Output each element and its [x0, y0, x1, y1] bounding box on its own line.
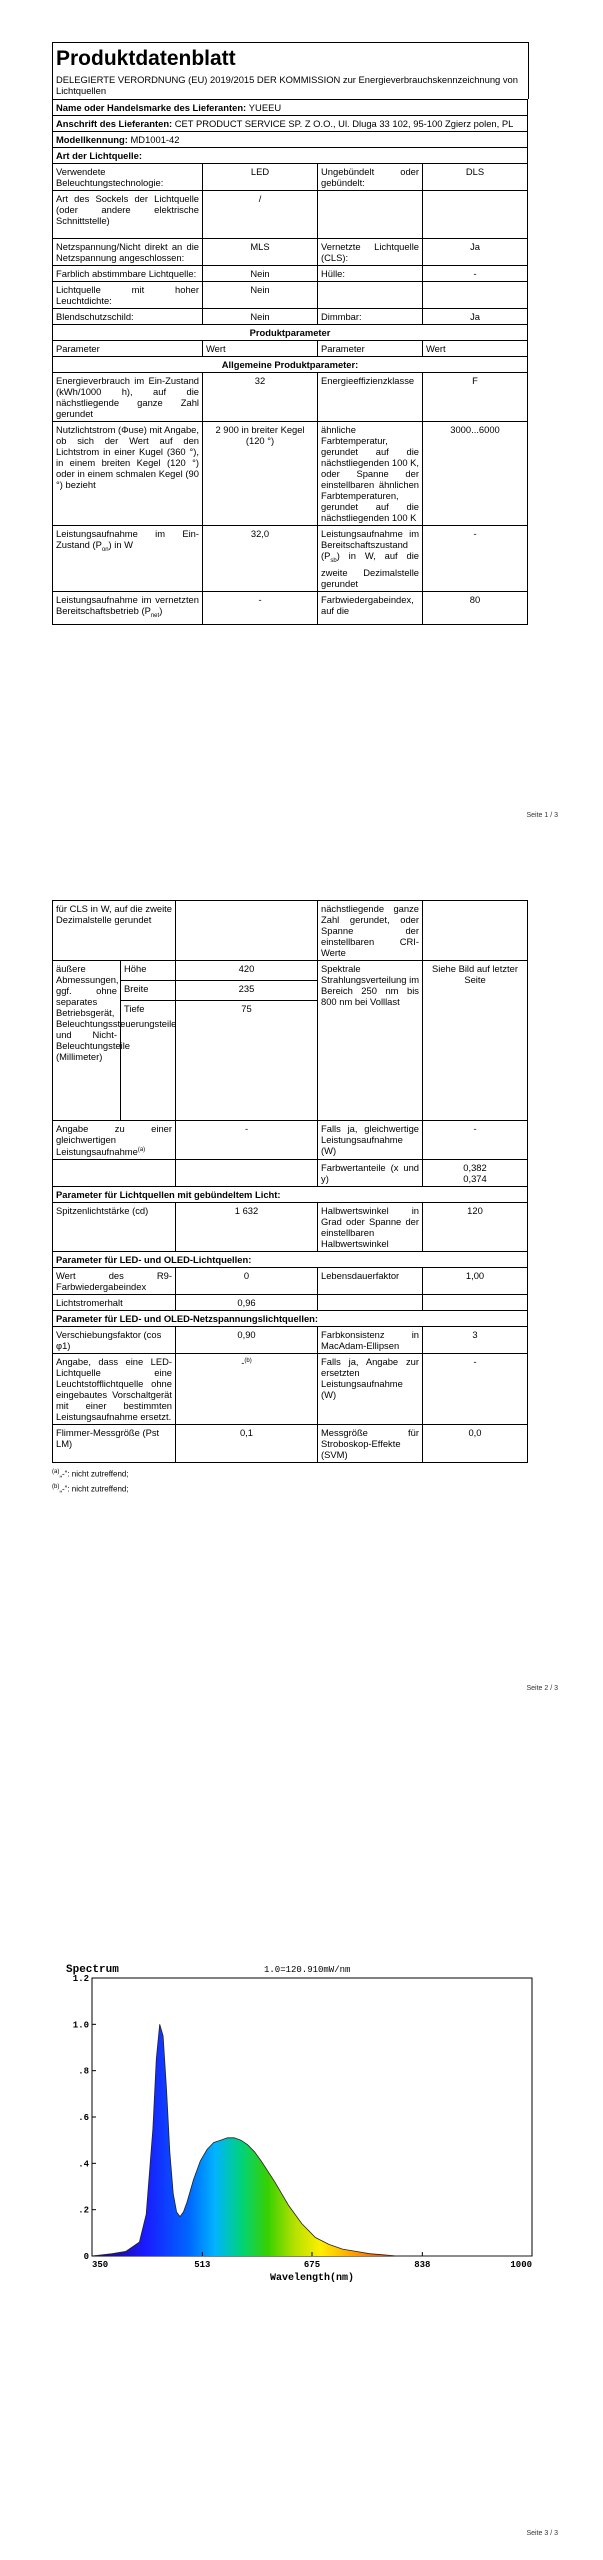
- beam-angle-label: Halbwertswinkel in Grad oder Spanne der einstellbaren Halbwertswinkel: [318, 1203, 423, 1252]
- datasheet-page-1: [52, 42, 527, 625]
- power-on-sub: on: [101, 546, 109, 553]
- high-luminance-value: Nein: [203, 282, 318, 309]
- cct-value: 3000...6000: [423, 422, 528, 526]
- y-tick-label: .4: [78, 2159, 89, 2170]
- standby-sub: sb: [330, 557, 337, 564]
- col-param-header: Parameter: [318, 341, 423, 357]
- width-label: Breite: [121, 981, 176, 1001]
- y-tick-label: 1.2: [72, 1974, 89, 1984]
- continued-left: für CLS in W, auf die zweite Dezimalstelle gerundet: [53, 901, 176, 961]
- supplier-address-value: CET PRODUCT SERVICE SP. Z O.O., Ul. Dluga 33 102, 95-100 Zgierz polen, PL: [174, 118, 514, 129]
- height-label: Höhe: [121, 961, 176, 981]
- spectrum-svg: [64, 1962, 542, 2287]
- high-luminance-label: Lichtquelle mit hoher Leuchtdichte:: [53, 282, 203, 309]
- cct-label: ähnliche Farbtemperatur, gerundet auf die nächstliegenden 100 K, oder Spanne der einstellbaren ähnlichen Farbtemperaturen, gerundet auf die nächstliegenden 100 K: [318, 422, 423, 526]
- spectrum-area: [92, 2024, 532, 2256]
- standby-label-b: ) in W, auf die zweite Dezimalstelle gerundet: [321, 550, 419, 589]
- mains-led-header: Parameter für LED- und OLED-Netzspannungslichtquellen:: [53, 1311, 528, 1327]
- y-tick-label: 1.0: [72, 2020, 89, 2031]
- page-1: [0, 0, 603, 830]
- x-tick-label: 350: [92, 2260, 109, 2270]
- chromaticity-y: 0,374: [463, 1173, 487, 1185]
- net-standby-sub: net: [150, 612, 160, 619]
- y-tick-label: .8: [78, 2066, 89, 2077]
- spectral-value: Siehe Bild auf letzter Seite: [423, 961, 528, 1121]
- standby-label: [318, 526, 423, 592]
- x-tick-label: 513: [194, 2260, 211, 2270]
- power-on-label: [53, 526, 203, 592]
- footnote-b-mark: (b): [52, 1483, 60, 1490]
- x-axis-label: Wavelength(nm): [269, 2273, 355, 2284]
- empty-cell: [176, 1160, 318, 1187]
- replacement-note: (b): [244, 1358, 252, 1365]
- r9-value: 0: [176, 1268, 318, 1295]
- standby-label-a: Leistungsaufnahme im Bereitschaftszustand (P: [321, 528, 419, 561]
- supplier-address-label: Anschrift des Lieferanten:: [56, 118, 173, 129]
- dimmable-value: Ja: [423, 309, 528, 325]
- empty-cell: [423, 901, 528, 961]
- envelope-value: -: [423, 266, 528, 282]
- colour-consistency-label: Farbkonsistenz in MacAdam-Ellipsen: [318, 1327, 423, 1354]
- flicker-label: Flimmer-Messgröße (Pst LM): [53, 1425, 176, 1463]
- datasheet-table-2: [52, 900, 528, 1463]
- product-params-header: Produktparameter: [53, 325, 528, 341]
- svm-label: Messgröße für Stroboskop-Effekte (SVM): [318, 1425, 423, 1463]
- flux-label: Nutzlichtstrom (Φuse) mit Angabe, ob sich der Wert auf den Lichtstrom in einer Kugel (360 °), in einem breiten Kegel (120 °) oder in einem schmalen Kegel (90 °) bezieht: [53, 422, 203, 526]
- directional-header: Parameter für Lichtquellen mit gebündeltem Licht:: [53, 1187, 528, 1203]
- shift-factor-label: Verschiebungsfaktor (cos φ1): [53, 1327, 176, 1354]
- net-standby-label: [53, 591, 203, 624]
- glare-value: Nein: [203, 309, 318, 325]
- depth-value: 75: [176, 1001, 318, 1121]
- page-footer: Seite 1 / 3: [526, 812, 558, 819]
- supplier-name-label: Name oder Handelsmarke des Lieferanten:: [56, 102, 247, 113]
- equivalent-power-label: [53, 1121, 176, 1160]
- continued-right: nächstliegende ganze Zahl gerundet, oder Spanne der einstellbaren CRI-Werte: [318, 901, 423, 961]
- spectral-label: Spektrale Strahlungsverteilung im Bereich 250 nm bis 800 nm bei Volllast: [318, 961, 423, 1121]
- energy-value: 32: [203, 373, 318, 422]
- light-type-header: Art der Lichtquelle:: [53, 148, 528, 164]
- peak-intensity-value: 1 632: [176, 1203, 318, 1252]
- depth-label: Tiefe: [121, 1001, 176, 1121]
- tech-label: Verwendete Beleuchtungstechnologie:: [53, 164, 203, 191]
- colour-consistency-value: 3: [423, 1327, 528, 1354]
- net-standby-label-b: ): [159, 604, 163, 616]
- beam-angle-value: 120: [423, 1203, 528, 1252]
- document-title: Produktdatenblatt: [56, 47, 236, 70]
- empty-cell: [423, 282, 528, 309]
- envelope-label: Hülle:: [318, 266, 423, 282]
- replacement-yes-value: -: [423, 1354, 528, 1425]
- supplier-address-row: [53, 116, 528, 132]
- dimensions-label: äußere Abmessungen, ggf. ohne separates Betriebsgerät, Beleuchtungssteuerungsteile und Nicht-Beleuchtungsteile (Millimeter): [53, 961, 121, 1121]
- x-tick-label: 675: [303, 2260, 321, 2270]
- color-tunable-value: Nein: [203, 266, 318, 282]
- empty-cell: [176, 901, 318, 961]
- title-box: [52, 42, 529, 99]
- cri-value: 80: [423, 591, 528, 624]
- equivalent-power-note: (a): [137, 1147, 146, 1153]
- footnote-a: [52, 1466, 527, 1481]
- datasheet-table-1: [52, 99, 528, 625]
- footnote-b: [52, 1481, 527, 1496]
- lumen-maintenance-value: 0,96: [176, 1295, 318, 1311]
- supplier-name-value: YUEEU: [248, 102, 282, 113]
- power-on-value: 32,0: [203, 526, 318, 592]
- energy-label: Energieverbrauch im Ein-Zustand (kWh/1000 h), auf die nächstliegende ganze Zahl gerundet: [53, 373, 203, 422]
- connected-label: Vernetzte Lichtquelle (CLS):: [318, 239, 423, 266]
- col-value-header: Wert: [423, 341, 528, 357]
- unbundled-label: Ungebündelt oder gebündelt:: [318, 164, 423, 191]
- chromaticity-label: Farbwertanteile (x und y): [318, 1160, 423, 1187]
- general-params-header: Allgemeine Produktparameter:: [53, 357, 528, 373]
- standby-value: -: [423, 526, 528, 592]
- flicker-value: 0,1: [176, 1425, 318, 1463]
- datasheet-page-2: [52, 900, 527, 1495]
- footnote-b-text: „-“: nicht zutreffend;: [59, 1484, 129, 1494]
- footnote-a-text: „-“: nicht zutreffend;: [59, 1469, 129, 1479]
- y-tick-label: 0: [83, 2252, 89, 2262]
- empty-cell: [318, 282, 423, 309]
- x-tick-label: 838: [414, 2260, 431, 2270]
- y-tick-label: .2: [78, 2205, 89, 2216]
- model-row: [53, 132, 528, 148]
- socket-value: /: [203, 191, 318, 239]
- mains-value: MLS: [203, 239, 318, 266]
- flux-value: 2 900 in breiter Kegel (120 °): [203, 422, 318, 526]
- survival-label: Lebensdauerfaktor: [318, 1268, 423, 1295]
- empty-cell: [423, 1295, 528, 1311]
- col-value-header: Wert: [203, 341, 318, 357]
- empty-cell: [53, 1160, 176, 1187]
- r9-label: Wert des R9-Farbwiedergabeindex: [53, 1268, 176, 1295]
- chromaticity-value: [423, 1160, 528, 1187]
- unbundled-value: DLS: [423, 164, 528, 191]
- connected-value: Ja: [423, 239, 528, 266]
- power-on-label-b: ) in W: [108, 539, 134, 550]
- page-2: [0, 900, 603, 1720]
- socket-label: Art des Sockels der Lichtquelle (oder andere elektrische Schnittstelle): [53, 191, 203, 239]
- replacement-value: [176, 1354, 318, 1425]
- regulation-text: DELEGIERTE VERORDNUNG (EU) 2019/2015 DER KOMMISSION zur Energieverbrauchskennzeichnung von Lichtquellen: [56, 74, 518, 96]
- cri-label: Farbwiedergabeindex, auf die: [318, 591, 423, 624]
- peak-intensity-label: Spitzenlichtstärke (cd): [53, 1203, 176, 1252]
- page-footer: Seite 2 / 3: [526, 1685, 558, 1692]
- empty-cell: [318, 191, 423, 239]
- equivalent-power-value: -: [176, 1121, 318, 1160]
- chromaticity-x: 0,382: [463, 1162, 487, 1174]
- empty-cell: [423, 191, 528, 239]
- equivalent-power-text: Angabe zu einer gleichwertigen Leistungsaufnahme: [56, 1123, 172, 1158]
- replacement-label: Angabe, dass eine LED-Lichtquelle eine Leuchtstofflichtquelle ohne eingebautes Vorschaltgerät mit einer bestimmten Leistungsaufnahme ersetzt.: [53, 1354, 176, 1425]
- equivalent-yes-label: Falls ja, gleichwertige Leistungsaufnahme (W): [318, 1121, 423, 1160]
- power-on-label-a: Leistungsaufnahme im Ein-Zustand (P: [56, 528, 199, 550]
- net-standby-value: -: [203, 591, 318, 624]
- y-axis-ticks: [73, 1974, 96, 2262]
- empty-cell: [318, 1295, 423, 1311]
- height-value: 420: [176, 961, 318, 981]
- footnote-a-mark: (a): [52, 1469, 60, 1476]
- x-tick-label: 1000: [510, 2260, 532, 2270]
- net-standby-label-a: Leistungsaufnahme im vernetzten Bereitschaftsbetrieb (P: [56, 593, 199, 616]
- lumen-maintenance-label: Lichtstromerhalt: [53, 1295, 176, 1311]
- page-footer: Seite 3 / 3: [526, 2530, 558, 2537]
- mains-label: Netzspannung/Nicht direkt an die Netzspannung angeschlossen:: [53, 239, 203, 266]
- efficiency-class-value: F: [423, 373, 528, 422]
- model-value: MD1001-42: [130, 134, 180, 145]
- supplier-name-row: [53, 100, 528, 116]
- width-value: 235: [176, 981, 318, 1001]
- col-param-header: Parameter: [53, 341, 203, 357]
- survival-value: 1,00: [423, 1268, 528, 1295]
- led-header: Parameter für LED- und OLED-Lichtquellen:: [53, 1252, 528, 1268]
- replacement-dash: -: [241, 1357, 245, 1369]
- replacement-yes-label: Falls ja, Angabe zur ersetzten Leistungsaufnahme (W): [318, 1354, 423, 1425]
- chart-title: Spectrum: [66, 1964, 119, 1976]
- glare-label: Blendschutzschild:: [53, 309, 203, 325]
- tech-value: LED: [203, 164, 318, 191]
- spectrum-chart: [64, 1962, 542, 2287]
- dimmable-label: Dimmbar:: [318, 309, 423, 325]
- equivalent-yes-value: -: [423, 1121, 528, 1160]
- efficiency-class-label: Energieeffizienzklasse: [318, 373, 423, 422]
- color-tunable-label: Farblich abstimmbare Lichtquelle:: [53, 266, 203, 282]
- shift-factor-value: 0,90: [176, 1327, 318, 1354]
- model-label: Modellkennung:: [56, 134, 128, 145]
- svm-value: 0,0: [423, 1425, 528, 1463]
- chart-annotation: 1.0=120.910mW/nm: [264, 1965, 351, 1975]
- y-tick-label: .6: [78, 2113, 89, 2123]
